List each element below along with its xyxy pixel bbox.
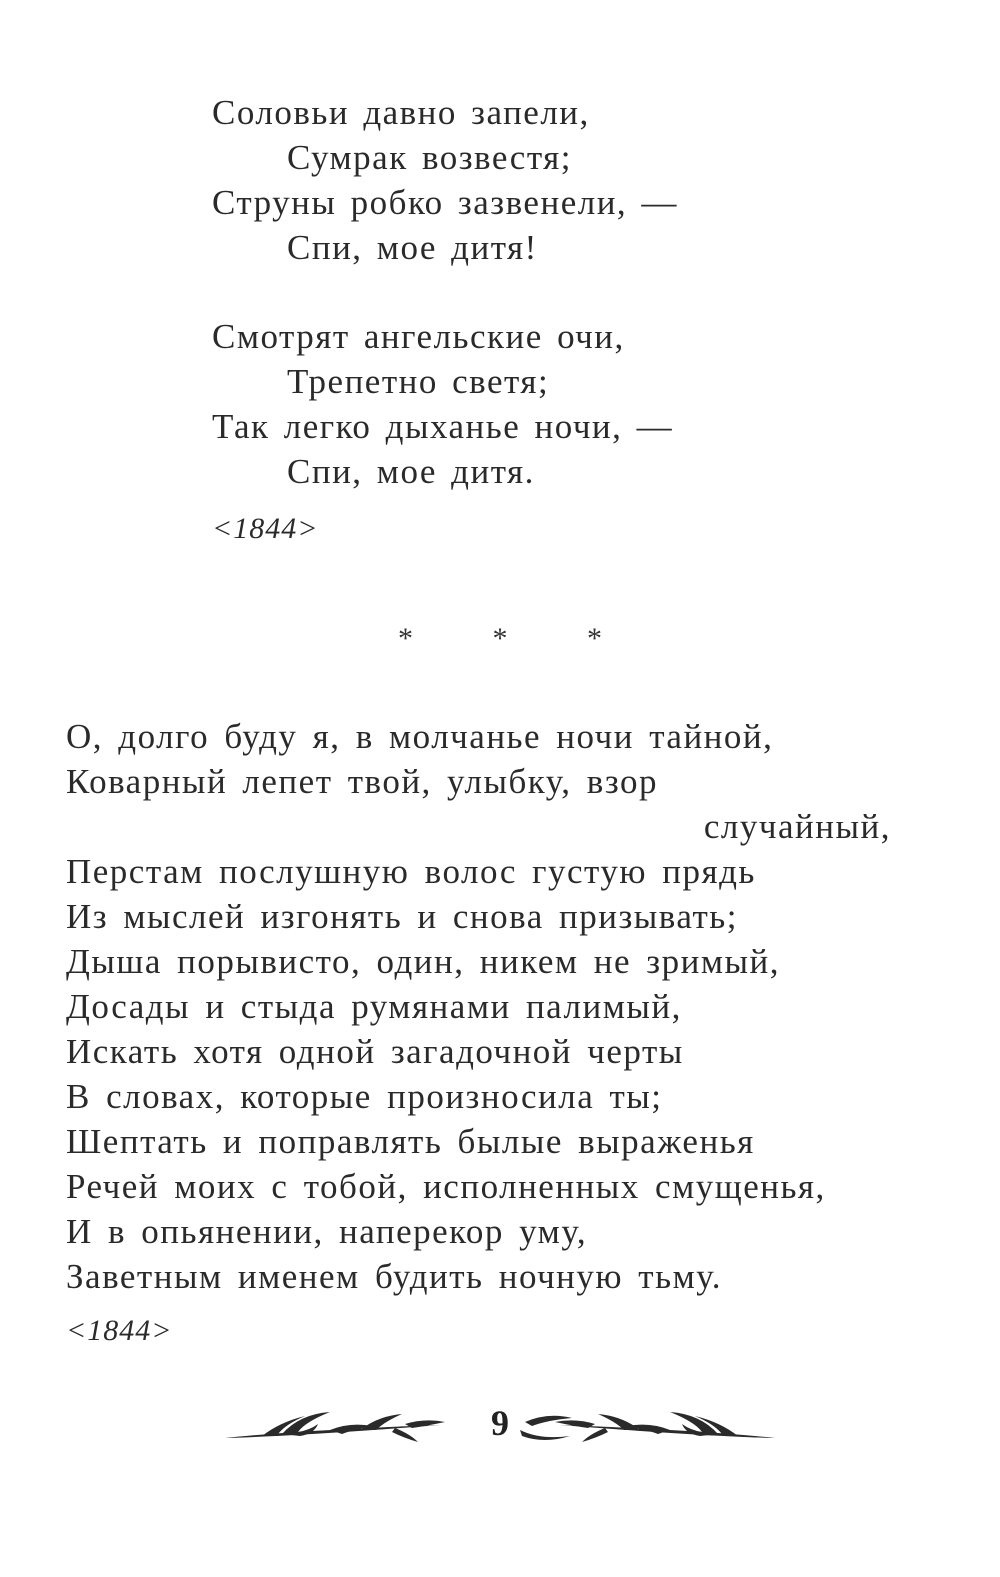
- verse-line-wrapped: случайный,: [703, 807, 891, 846]
- verse-line: Заветным именем будить ночную тьму.: [66, 1257, 722, 1296]
- stanza-gap: [212, 270, 912, 314]
- verse-line: О, долго буду я, в молчанье ночи тайной,: [66, 717, 774, 756]
- verse-line: Трепетно светя;: [287, 362, 550, 401]
- poem-lullaby: [212, 90, 912, 549]
- verse-line: Дыша порывисто, один, никем не зримый,: [66, 942, 780, 981]
- stanza-1: [212, 90, 912, 270]
- verse-line: Досады и стыда румянами палимый,: [66, 987, 682, 1026]
- verse-line: Сумрак возвестя;: [287, 138, 572, 177]
- page-footer: [0, 1400, 1000, 1460]
- verse-line: Коварный лепет твой, улыбку, взор: [66, 762, 658, 801]
- verse-line: Искать хотя одной загадочной черты: [66, 1032, 684, 1071]
- verse-line: Смотрят ангельские очи,: [212, 317, 625, 356]
- page-number: 9: [491, 1403, 509, 1443]
- verse-line: Соловьи давно запели,: [212, 93, 590, 132]
- verse-line: Так легко дыханье ночи, —: [212, 407, 674, 446]
- verse-line: Спи, мое дитя.: [287, 452, 535, 491]
- verse-line: Спи, мое дитя!: [287, 228, 538, 267]
- section-separator: * * *: [398, 622, 638, 655]
- verse-line: И в опьянении, наперекор уму,: [66, 1212, 588, 1251]
- verse-line: Перстам послушную волос густую прядь: [66, 852, 756, 891]
- poem-date: <1844>: [212, 512, 319, 545]
- poem-date: <1844>: [66, 1314, 173, 1347]
- stanza-2: [212, 314, 912, 494]
- poem-night: [66, 714, 896, 1351]
- verse-line: Речей моих с тобой, исполненных смущенья,: [66, 1167, 826, 1206]
- verse-line: Из мыслей изгонять и снова призывать;: [66, 897, 738, 936]
- verse-line: Шептать и поправлять былые выраженья: [66, 1122, 755, 1161]
- verse-line: Струны робко зазвенели, —: [212, 183, 678, 222]
- verse-line: В словах, которые произносила ты;: [66, 1077, 663, 1116]
